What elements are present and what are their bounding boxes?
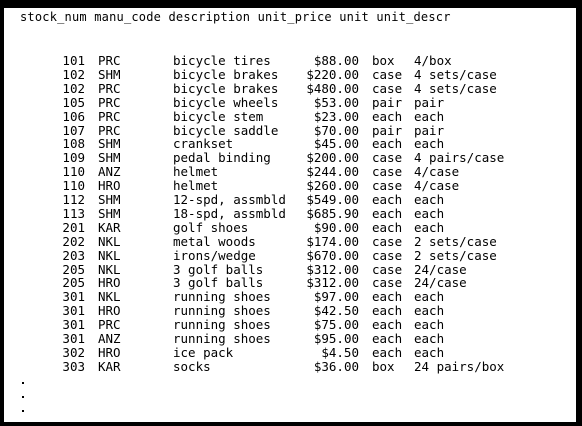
cell-unit: pair <box>372 122 403 138</box>
cell-manu-code: NKL <box>98 247 121 263</box>
cell-unit-price: $90.00 <box>313 219 359 235</box>
cell-manu-code: SHM <box>98 205 121 221</box>
cell-unit-price: $670.00 <box>306 247 359 263</box>
cell-unit: case <box>372 80 403 96</box>
cell-manu-code: HRO <box>98 303 121 319</box>
cell-unit: each <box>372 192 403 207</box>
cell-description: pedal binding <box>173 150 271 166</box>
cell-manu-code: HRO <box>98 178 121 194</box>
cell-manu-code: ANZ <box>98 164 121 180</box>
cell-unit-price: $174.00 <box>306 233 359 249</box>
cell-unit-price: $312.00 <box>306 261 359 277</box>
cell-stock-num: 303 <box>62 358 85 374</box>
cell-stock-num: 301 <box>62 331 85 346</box>
table-row <box>4 96 564 110</box>
cell-unit: each <box>372 317 403 333</box>
table-row <box>4 360 564 374</box>
cell-stock-num: 106 <box>62 108 85 124</box>
cell-description: running shoes <box>173 303 271 319</box>
cell-unit-descr: 4/case <box>414 164 460 180</box>
cell-description: bicycle saddle <box>173 122 279 138</box>
cell-unit-descr: 4 pairs/case <box>414 150 505 166</box>
cell-unit-price: $480.00 <box>306 80 359 96</box>
cell-manu-code: PRC <box>98 53 121 68</box>
cell-unit-descr: 2 sets/case <box>414 233 497 249</box>
cell-description: metal woods <box>173 233 256 249</box>
cell-unit: each <box>372 108 403 124</box>
cell-unit-descr: each <box>414 219 445 235</box>
cell-unit: case <box>372 233 403 249</box>
cell-unit-price: $42.50 <box>313 303 359 319</box>
cell-unit: case <box>372 178 403 194</box>
cell-manu-code: NKL <box>98 261 121 277</box>
cell-description: 18-spd, assmbld <box>173 205 286 221</box>
table-row <box>4 332 564 346</box>
column-header-line: stock_num manu_code description unit_price unit unit_descr <box>20 10 451 24</box>
table-row <box>4 290 564 304</box>
cell-unit-price: $200.00 <box>306 150 359 166</box>
cell-unit-descr: 4 sets/case <box>414 66 497 82</box>
cell-unit-descr: 4 sets/case <box>414 80 497 96</box>
table-row <box>4 165 564 179</box>
cell-stock-num: 201 <box>62 219 85 235</box>
cell-unit-descr: each <box>414 331 445 346</box>
cell-description: 3 golf balls <box>173 275 264 291</box>
cell-unit-descr: each <box>414 289 445 305</box>
cell-unit: box <box>372 358 395 374</box>
cell-stock-num: 302 <box>62 344 85 360</box>
cell-unit-price: $244.00 <box>306 164 359 180</box>
cell-unit-descr: pair <box>414 122 445 138</box>
cell-manu-code: HRO <box>98 344 121 360</box>
table-row <box>4 249 564 263</box>
cell-unit: each <box>372 205 403 221</box>
cell-stock-num: 205 <box>62 275 85 291</box>
cell-stock-num: 301 <box>62 317 85 333</box>
table-row <box>4 124 564 138</box>
cell-stock-num: 205 <box>62 261 85 277</box>
cell-description: golf shoes <box>173 219 249 235</box>
cell-description: 3 golf balls <box>173 261 264 277</box>
table-row <box>4 54 564 68</box>
cell-unit-descr: each <box>414 317 445 333</box>
cell-unit-descr: 4/box <box>414 53 452 68</box>
table-row <box>4 318 564 332</box>
cell-unit: case <box>372 275 403 291</box>
cell-unit: case <box>372 261 403 277</box>
cell-manu-code: PRC <box>98 94 121 110</box>
cell-stock-num: 110 <box>62 164 85 180</box>
table-row <box>4 179 564 193</box>
cell-manu-code: NKL <box>98 233 121 249</box>
cell-unit-descr: 2 sets/case <box>414 247 497 263</box>
cell-stock-num: 203 <box>62 247 85 263</box>
cell-unit-descr: each <box>414 108 445 124</box>
cell-stock-num: 112 <box>62 192 85 207</box>
cell-unit-descr: each <box>414 136 445 152</box>
cell-unit: box <box>372 53 395 68</box>
table-row <box>4 193 564 207</box>
cell-unit-descr: each <box>414 344 445 360</box>
cell-manu-code: SHM <box>98 66 121 82</box>
cell-unit: each <box>372 331 403 346</box>
cell-unit: pair <box>372 94 403 110</box>
cell-unit: each <box>372 136 403 152</box>
cell-stock-num: 108 <box>62 136 85 152</box>
cell-unit-price: $220.00 <box>306 66 359 82</box>
cell-stock-num: 102 <box>62 66 85 82</box>
cell-description: bicycle brakes <box>173 66 279 82</box>
cell-description: irons/wedge <box>173 247 256 263</box>
cell-manu-code: SHM <box>98 136 121 152</box>
table-row <box>4 263 564 277</box>
table-row <box>4 68 564 82</box>
cell-unit-price: $97.00 <box>313 289 359 305</box>
cell-manu-code: ANZ <box>98 331 121 346</box>
cell-unit-descr: 4/case <box>414 178 460 194</box>
cell-unit-descr: 24 pairs/box <box>414 358 505 374</box>
cell-unit-price: $95.00 <box>313 331 359 346</box>
table-row <box>4 235 564 249</box>
cell-unit-price: $88.00 <box>313 53 359 68</box>
cell-manu-code: HRO <box>98 275 121 291</box>
cell-unit: case <box>372 247 403 263</box>
cell-manu-code: NKL <box>98 289 121 305</box>
cell-manu-code: PRC <box>98 80 121 96</box>
cell-description: running shoes <box>173 331 271 346</box>
cell-unit-price: $260.00 <box>306 178 359 194</box>
cell-stock-num: 102 <box>62 80 85 96</box>
cell-unit: each <box>372 289 403 305</box>
cell-description: socks <box>173 358 211 374</box>
cell-stock-num: 105 <box>62 94 85 110</box>
cell-unit-descr: each <box>414 205 445 221</box>
cell-stock-num: 113 <box>62 205 85 221</box>
cell-manu-code: SHM <box>98 192 121 207</box>
cell-manu-code: PRC <box>98 122 121 138</box>
cell-unit-descr: 24/case <box>414 275 467 291</box>
continuation-dot <box>22 382 24 384</box>
cell-description: bicycle brakes <box>173 80 279 96</box>
cell-stock-num: 202 <box>62 233 85 249</box>
cell-stock-num: 301 <box>62 303 85 319</box>
table-row <box>4 82 564 96</box>
cell-unit-price: $312.00 <box>306 275 359 291</box>
table-row <box>4 110 564 124</box>
table-row <box>4 207 564 221</box>
cell-description: bicycle wheels <box>173 94 279 110</box>
table-row <box>4 151 564 165</box>
cell-unit-price: $36.00 <box>313 358 359 374</box>
continuation-dot <box>22 410 24 412</box>
cell-description: crankset <box>173 136 234 152</box>
cell-unit: each <box>372 219 403 235</box>
continuation-dot <box>22 396 24 398</box>
cell-description: helmet <box>173 164 219 180</box>
cell-unit-price: $685.90 <box>306 205 359 221</box>
cell-manu-code: PRC <box>98 108 121 124</box>
cell-unit-descr: 24/case <box>414 261 467 277</box>
cell-unit-descr: each <box>414 192 445 207</box>
cell-description: helmet <box>173 178 219 194</box>
cell-manu-code: KAR <box>98 219 121 235</box>
cell-description: running shoes <box>173 317 271 333</box>
table-row <box>4 221 564 235</box>
cell-description: bicycle stem <box>173 108 264 124</box>
cell-manu-code: KAR <box>98 358 121 374</box>
cell-unit-price: $53.00 <box>313 94 359 110</box>
cell-description: running shoes <box>173 289 271 305</box>
cell-stock-num: 109 <box>62 150 85 166</box>
cell-unit-price: $549.00 <box>306 192 359 207</box>
cell-stock-num: 101 <box>62 53 85 68</box>
cell-unit: each <box>372 344 403 360</box>
cell-unit-price: $75.00 <box>313 317 359 333</box>
cell-unit-descr: each <box>414 303 445 319</box>
cell-description: 12-spd, assmbld <box>173 192 286 207</box>
cell-unit-price: $4.50 <box>321 344 359 360</box>
cell-description: bicycle tires <box>173 53 271 68</box>
cell-unit: each <box>372 303 403 319</box>
cell-manu-code: SHM <box>98 150 121 166</box>
cell-stock-num: 110 <box>62 178 85 194</box>
table-row <box>4 276 564 290</box>
cell-stock-num: 301 <box>62 289 85 305</box>
cell-unit-descr: pair <box>414 94 445 110</box>
cell-unit: case <box>372 164 403 180</box>
cell-manu-code: PRC <box>98 317 121 333</box>
cell-unit-price: $70.00 <box>313 122 359 138</box>
query-result-window <box>2 6 578 424</box>
cell-unit-price: $45.00 <box>313 136 359 152</box>
cell-unit-price: $23.00 <box>313 108 359 124</box>
table-row <box>4 304 564 318</box>
table-row <box>4 137 564 151</box>
cell-unit: case <box>372 66 403 82</box>
table-row <box>4 346 564 360</box>
cell-description: ice pack <box>173 344 234 360</box>
cell-stock-num: 107 <box>62 122 85 138</box>
cell-unit: case <box>372 150 403 166</box>
